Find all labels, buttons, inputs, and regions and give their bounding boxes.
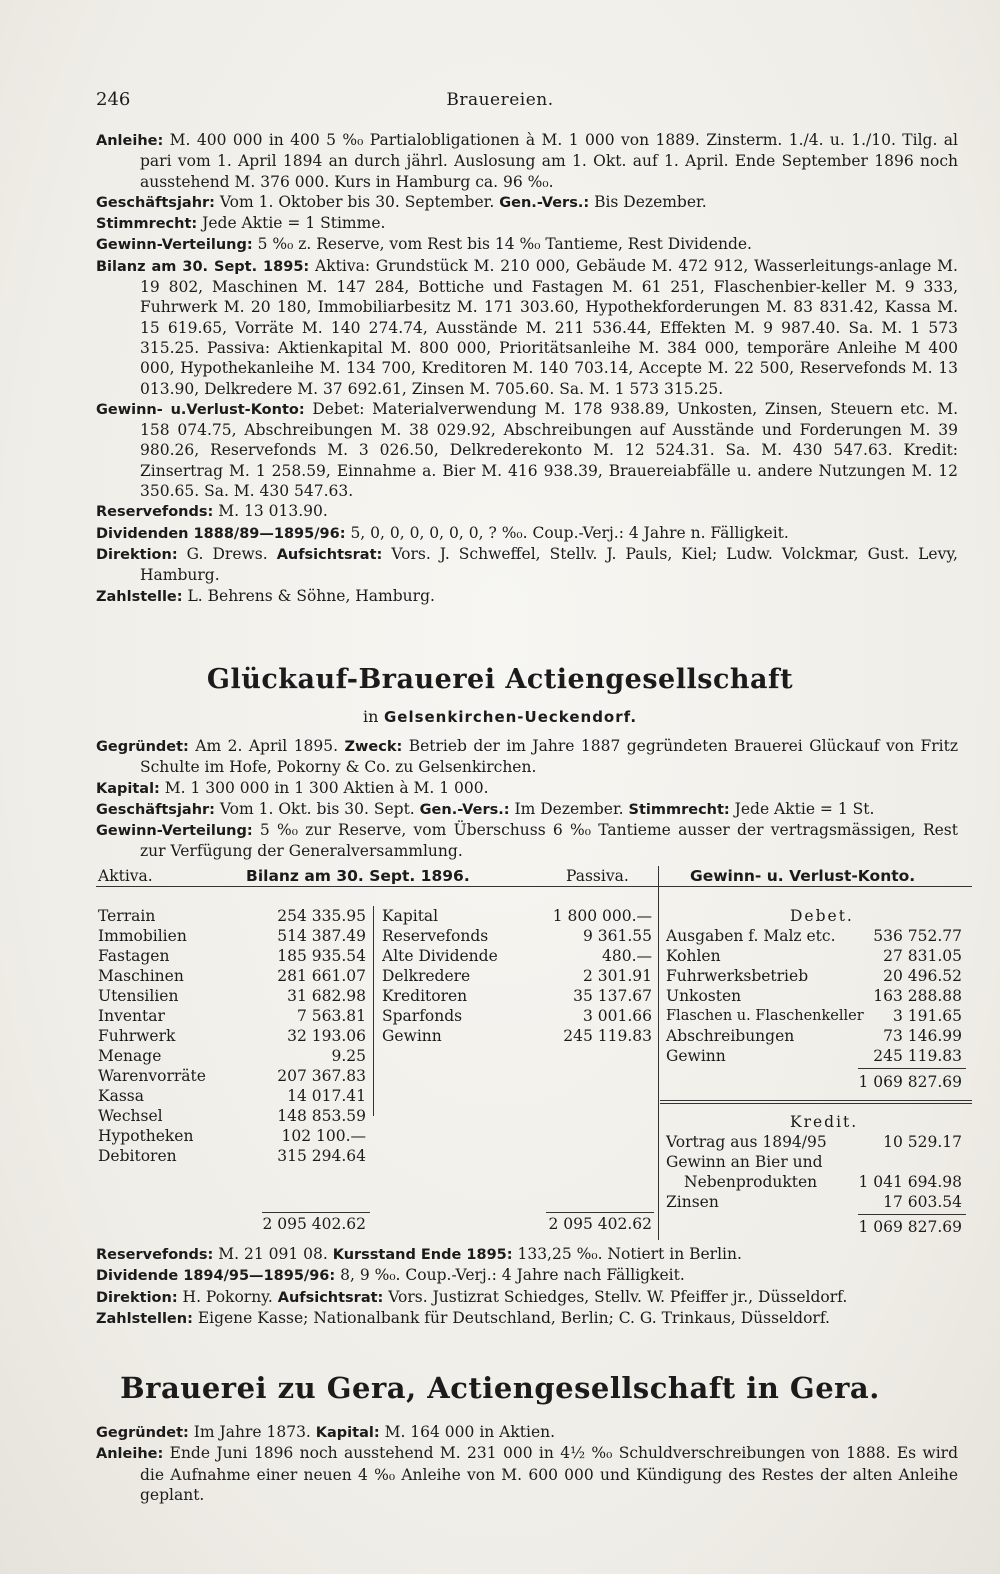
debet-value: 27 831.05	[883, 947, 962, 965]
passiva-value: 480.—	[601, 947, 652, 965]
aktiva-row: Fuhrwerk	[98, 1027, 176, 1045]
s1-stimmrecht: Stimmrecht: Jede Aktie = 1 Stimme.	[96, 214, 386, 233]
kredit-total: 1 069 827.69	[858, 1218, 962, 1236]
divider-aktiva-passiva	[373, 906, 374, 1116]
s1-gewinn-verteilung: Gewinn-Verteilung: 5 %₀ z. Reserve, vom Rest bis 14 %₀ Tantieme, Rest Dividende.	[96, 235, 752, 254]
s1-bilanz: Bilanz am 30. Sept. 1895: Aktiva: Grundstück M. 210 000, Gebäude M. 472 912, Wasserleitungs-anlage M. 19 802, Maschinen M. 147 284, Bottiche und Fastagen M. 61 251, Flaschenbier-keller M. 9 333, Fuhrwerk M. 20 180, Immobiliarbesitz M. 171 303.60, Hypothekforderungen M. 83 831.42, Kassa M. 15 619.65, Vorräte M. 140 274.74, Ausstände M. 211 536.44, Effekten M. 9 987.40. Sa. M. 1 573 315.25. Passiva: Aktienkapital M. 800 000, Prioritätsanleihe M. 384 000, temporäre Anleihe M 400 000, Hypothekanleihe M. 134 700, Kreditoren M. 140 703.14, Accepte M. 22 500, Reservefonds M. 13 013.90, Delkredere M. 37 692.61, Zinsen M. 705.60. Sa. M. 1 573 315.25.	[96, 256, 958, 398]
s2-reservefonds: Reservefonds: M. 21 091 08. Kursstand Ende 1895: 133,25 %₀. Notiert in Berlin.	[96, 1245, 742, 1263]
aktiva-value: 185 935.54	[277, 947, 366, 965]
debet-label: Ausgaben f. Malz etc.	[666, 927, 836, 945]
head-aktiva: Aktiva.	[98, 867, 153, 885]
s1-geschaeftsjahr: Geschäftsjahr: Vom 1. Oktober bis 30. September. Gen.-Vers.: Bis Dezember.	[96, 192, 707, 211]
debet-value: 245 119.83	[873, 1047, 962, 1065]
passiva-label: Kreditoren	[382, 987, 468, 1005]
aktiva-value: 315 294.64	[277, 1147, 366, 1165]
s1-anleihe: Anleihe: M. 400 000 in 400 5 %₀ Partialobligationen à M. 1 000 von 1889. Zinsterm. 1./4. u. 1./10. Tilg. al pari vom 1. April 1894 an durch jährl. Auslosung am 1. Okt. auf 1. April. Ende September 1896 noch ausstehend M. 376 000. Kurs in Hamburg ca. 96 %₀.	[96, 131, 958, 191]
s1-reservefonds: Reservefonds: M. 13 013.90.	[96, 502, 328, 521]
aktiva-value: 7 563.81	[296, 1007, 366, 1025]
aktiva-row: Terrain	[98, 907, 156, 925]
debet-value: 163 288.88	[873, 987, 962, 1005]
debet-total-rule	[858, 1068, 966, 1069]
debet-heading: Debet.	[790, 907, 854, 925]
guv-separator-2	[660, 1103, 972, 1104]
debet-value: 536 752.77	[873, 927, 962, 945]
passiva-label: Sparfonds	[382, 1007, 463, 1025]
passiva-total: 2 095 402.62	[548, 1215, 652, 1233]
aktiva-value: 514 387.49	[277, 927, 366, 945]
passiva-label: Gewinn	[382, 1027, 442, 1045]
aktiva-value: 31 682.98	[287, 987, 366, 1005]
aktiva-total: 2 095 402.62	[262, 1215, 366, 1233]
section-2-after	[96, 1244, 958, 1329]
passiva-label: Delkredere	[382, 967, 471, 985]
s3-anleihe: Anleihe: Ende Juni 1896 noch ausstehend M. 231 000 in 4½ %₀ Schuldverschreibungen von 1888. Es wird die Aufnahme einer neuen 4 %₀ Anleihe von M. 600 000 und Kündigung des Restes der alten Anleihe geplant.	[96, 1444, 958, 1504]
aktiva-row: Warenvorräte	[98, 1067, 206, 1085]
debet-value: 73 146.99	[883, 1027, 962, 1045]
aktiva-row: Menage	[98, 1047, 162, 1065]
kredit-label: Nebenprodukten	[684, 1173, 818, 1191]
passiva-label: Reservefonds	[382, 927, 489, 945]
debet-label: Unkosten	[666, 987, 742, 1005]
page-number: 246	[96, 89, 131, 110]
kredit-value: 1 041 694.98	[858, 1173, 962, 1191]
aktiva-row: Wechsel	[98, 1107, 163, 1125]
aktiva-value: 281 661.07	[277, 967, 366, 985]
aktiva-row: Inventar	[98, 1007, 165, 1025]
divider-passiva-guv	[658, 866, 659, 1240]
passiva-value: 3 001.66	[582, 1007, 652, 1025]
passiva-value: 35 137.67	[573, 987, 652, 1005]
aktiva-value: 148 853.59	[277, 1107, 366, 1125]
debet-label: Flaschen u. Flaschenkeller	[666, 1008, 864, 1024]
aktiva-row: Utensilien	[98, 987, 179, 1005]
aktiva-row: Maschinen	[98, 967, 184, 985]
s2-zahlstellen: Zahlstellen: Eigene Kasse; Nationalbank für Deutschland, Berlin; C. G. Trinkaus, Düsseldorf.	[96, 1308, 830, 1327]
debet-value: 3 191.65	[892, 1007, 962, 1025]
aktiva-row: Fastagen	[98, 947, 170, 965]
aktiva-row: Kassa	[98, 1087, 144, 1105]
head-passiva: Passiva.	[566, 867, 629, 885]
kredit-label: Zinsen	[666, 1193, 719, 1211]
passiva-total-rule	[546, 1212, 654, 1213]
aktiva-value: 102 100.—	[281, 1127, 366, 1145]
section-2-subtitle: in Gelsenkirchen-Ueckendorf.	[362, 707, 638, 726]
kredit-heading: Kredit.	[790, 1113, 859, 1131]
passiva-value: 2 301.91	[582, 967, 652, 985]
debet-total: 1 069 827.69	[858, 1073, 962, 1091]
section-3-title: Brauerei zu Gera, Actiengesellschaft in Gera.	[120, 1371, 880, 1405]
aktiva-row: Debitoren	[98, 1147, 177, 1165]
passiva-value: 1 800 000.—	[552, 907, 652, 925]
s1-gewinn-verlust: Gewinn- u.Verlust-Konto: Debet: Materialverwendung M. 178 938.89, Unkosten, Zinsen, Steuern etc. M. 158 074.75, Abschreibungen M. 38 029.92, Abschreibungen auf Ausstände und Forderungen M. 39 980.26, Reservefonds M. 3 026.50, Delkrederekonto M. 12 524.31. Sa. M. 430 547.63. Kredit: Zinsertrag M. 1 258.59, Einnahme a. Bier M. 416 938.39, Brauereiabfälle u. andere Nutzungen M. 12 350.65. Sa. M. 430 547.63.	[96, 399, 958, 501]
s2-gewinn-verteilung: Gewinn-Verteilung: 5 %₀ zur Reserve, vom Überschuss 6 %₀ Tantieme ausser der vertragsmässigen, Rest zur Verfügung der Generalversammlung.	[96, 821, 958, 861]
passiva-label: Kapital	[382, 907, 439, 925]
section-2-text	[96, 736, 958, 862]
kredit-value: 10 529.17	[883, 1133, 962, 1151]
head-bilanz: Bilanz am 30. Sept. 1896.	[246, 867, 470, 885]
debet-label: Kohlen	[666, 947, 721, 965]
s1-direktion: Direktion: G. Drews. Aufsichtsrat: Vors. J. Schweffel, Stellv. J. Pauls, Kiel; Ludw. Volckmar, Gust. Levy, Hamburg.	[96, 544, 958, 585]
head-guv: Gewinn- u. Verlust-Konto.	[690, 867, 916, 885]
passiva-value: 9 361.55	[582, 927, 652, 945]
s2-dividende: Dividende 1894/95—1895/96: 8, 9 %₀. Coup.-Verj.: 4 Jahre nach Fälligkeit.	[96, 1266, 685, 1285]
section-2-title: Glückauf-Brauerei Actiengesellschaft	[206, 664, 794, 695]
kredit-label: Gewinn an Bier und	[666, 1153, 823, 1171]
kredit-total-rule	[858, 1214, 966, 1215]
guv-separator	[660, 1100, 972, 1101]
s2-kapital: Kapital: M. 1 300 000 in 1 300 Aktien à M. 1 000.	[96, 778, 489, 797]
debet-label: Abschreibungen	[666, 1027, 795, 1045]
s3-gegruendet: Gegründet: Im Jahre 1873. Kapital: M. 164 000 in Aktien.	[96, 1423, 556, 1441]
section-3-text	[96, 1422, 958, 1505]
table-top-rule	[96, 886, 972, 887]
aktiva-value: 207 367.83	[277, 1067, 366, 1085]
aktiva-value: 14 017.41	[287, 1087, 366, 1105]
passiva-value: 245 119.83	[563, 1027, 652, 1045]
section-1-text	[96, 130, 958, 607]
debet-label: Fuhrwerksbetrieb	[666, 967, 809, 985]
s1-zahlstelle: Zahlstelle: L. Behrens & Söhne, Hamburg.	[96, 586, 435, 605]
s2-geschaeftsjahr: Geschäftsjahr: Vom 1. Okt. bis 30. Sept. Gen.-Vers.: Im Dezember. Stimmrecht: Jede Aktie = 1 St.	[96, 799, 875, 818]
passiva-label: Alte Dividende	[382, 947, 498, 965]
debet-label: Gewinn	[666, 1047, 726, 1065]
aktiva-total-rule	[262, 1212, 370, 1213]
s2-gegruendet: Gegründet: Am 2. April 1895. Zweck: Betrieb der im Jahre 1887 gegründeten Brauerei Glückauf von Fritz Schulte im Hofe, Pokorny & Co. zu Gelsenkirchen.	[96, 737, 958, 777]
running-header: Brauereien.	[446, 90, 554, 110]
aktiva-value: 254 335.95	[277, 907, 366, 925]
kredit-label: Vortrag aus 1894/95	[666, 1133, 827, 1151]
aktiva-value: 32 193.06	[287, 1027, 366, 1045]
s1-dividenden: Dividenden 1888/89—1895/96: 5, 0, 0, 0, 0, 0, 0, ? %₀. Coup.-Verj.: 4 Jahre n. Fälligkeit.	[96, 523, 789, 542]
aktiva-row: Hypotheken	[98, 1127, 194, 1145]
debet-value: 20 496.52	[883, 967, 962, 985]
aktiva-value: 9.25	[331, 1047, 366, 1065]
kredit-value: 17 603.54	[883, 1193, 962, 1211]
s2-direktion: Direktion: H. Pokorny. Aufsichtsrat: Vors. Justizrat Schiedges, Stellv. W. Pfeiffer jr., Düsseldorf.	[96, 1287, 848, 1306]
aktiva-row: Immobilien	[98, 927, 187, 945]
